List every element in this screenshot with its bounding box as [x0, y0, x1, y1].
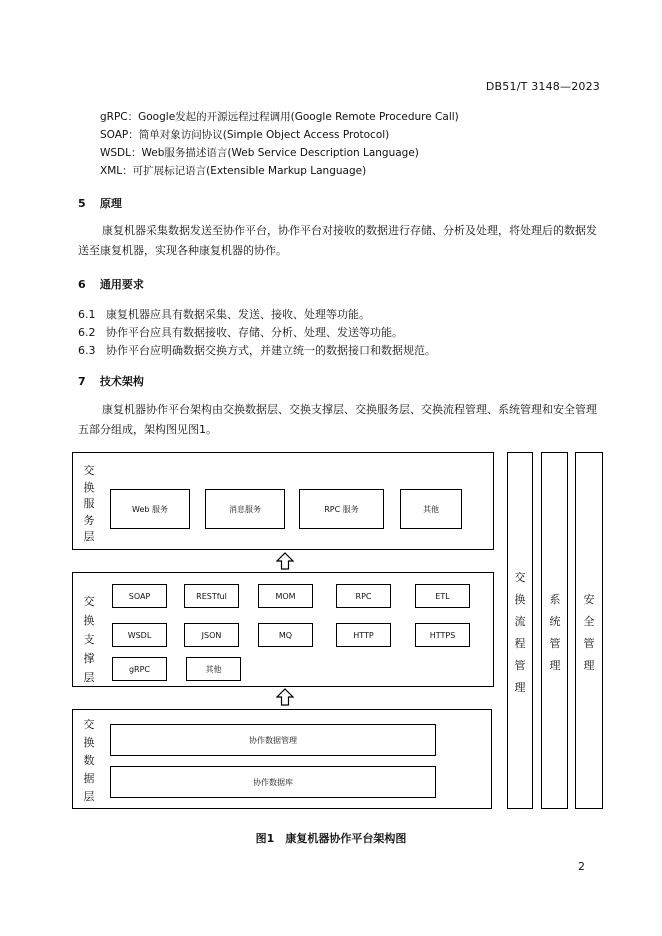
vertical-label-char: 务: [83, 513, 95, 527]
support-item-mq: MQ: [258, 623, 313, 647]
abbreviation-xml: XML：可扩展标记语言(Extensible Markup Language): [100, 165, 367, 177]
support-item-http: HTTP: [336, 623, 391, 647]
vertical-label-char: 据: [83, 772, 95, 785]
figure-caption: 图1 康复机器协作平台架构图: [255, 832, 407, 845]
support-item-soap: SOAP: [112, 584, 167, 608]
service-item-message: 消息服务: [205, 489, 285, 529]
support-item-json: JSON: [184, 623, 239, 647]
requirement-text: 协作平台应具有数据接收、存储、分析、处理、发送等功能。: [106, 326, 403, 339]
vertical-label-char: 安: [583, 593, 595, 606]
vertical-label-char: 交: [83, 595, 95, 608]
section-5-heading: [78, 195, 122, 211]
requirement-number: 6.3: [78, 344, 96, 357]
section-7-heading: [78, 373, 144, 389]
service-item-other: 其他: [400, 489, 462, 529]
side-column-exchange-flow-label: [513, 567, 527, 699]
support-item-mom: MOM: [258, 584, 313, 608]
vertical-label-char: 层: [83, 671, 95, 684]
vertical-label-char: 程: [514, 637, 526, 650]
page-number: 2: [578, 860, 585, 873]
vertical-label-char: 理: [583, 659, 595, 672]
vertical-label-char: 管: [549, 637, 561, 650]
section-7-paragraph: 康复机器协作平台架构由交换数据层、交换支撑层、交换服务层、交换流程管理、系统管理和安全管理五部分组成，架构图见图1。: [78, 403, 597, 436]
up-arrow-icon: [276, 552, 294, 570]
vertical-label-char: 数: [83, 754, 95, 767]
vertical-label-char: 理: [514, 681, 526, 694]
abbreviation-wsdl: WSDL：Web服务描述语言(Web Service Description Language): [100, 147, 419, 159]
up-arrow-icon: [276, 688, 294, 706]
service-layer-label-text: [82, 463, 96, 546]
data-layer-label-text: [82, 716, 96, 806]
requirement-text: 协作平台应明确数据交换方式，并建立统一的数据接口和数据规范。: [106, 344, 436, 357]
vertical-label-char: 换: [83, 614, 95, 627]
document-id: DB51/T 3148—2023: [485, 80, 600, 93]
vertical-label-char: 管: [583, 637, 595, 650]
support-item-https: HTTPS: [415, 623, 470, 647]
side-column-system-mgmt-label: [548, 589, 562, 677]
vertical-label-char: 换: [83, 480, 95, 494]
section-5-paragraph: 康复机器采集数据发送至协作平台，协作平台对接收的数据进行存储、分析及处理，将处理后的数据发送至康复机器，实现各种康复机器的协作。: [78, 224, 597, 257]
support-item-wsdl: WSDL: [112, 623, 167, 647]
section-6-title: 通用要求: [99, 278, 144, 291]
vertical-label-char: 撑: [83, 652, 95, 665]
vertical-label-char: 理: [549, 659, 561, 672]
section-6-heading: [78, 276, 144, 292]
requirement-text: 康复机器应具有数据采集、发送、接收、处理等功能。: [106, 308, 370, 321]
vertical-label-char: 层: [83, 530, 95, 543]
requirement-item: [78, 324, 403, 340]
requirement-item: [78, 342, 436, 358]
side-column-security-mgmt-label: [582, 589, 596, 677]
support-layer-label: [82, 592, 96, 687]
vertical-label-char: 支: [83, 633, 95, 646]
vertical-label-char: 流: [514, 615, 526, 628]
section-6-number: 6: [78, 278, 86, 291]
section-7-title: 技术架构: [99, 375, 144, 388]
abbreviation-grpc: gRPC：Google发起的开源远程过程调用(Google Remote Procedure Call): [100, 111, 459, 123]
section-5-title: 原理: [99, 197, 122, 210]
requirement-item: [78, 306, 370, 322]
data-item-management: 协作数据管理: [110, 724, 436, 756]
requirement-number: 6.2: [78, 326, 96, 339]
vertical-label-char: 换: [83, 736, 95, 749]
support-item-rpc: RPC: [336, 584, 391, 608]
vertical-label-char: 服: [83, 497, 95, 510]
vertical-label-char: 交: [83, 718, 95, 731]
vertical-label-char: 统: [549, 615, 561, 628]
vertical-label-char: 换: [514, 593, 526, 606]
vertical-label-char: 全: [583, 615, 595, 628]
vertical-label-char: 交: [83, 464, 95, 477]
requirement-number: 6.1: [78, 308, 96, 321]
support-item-grpc: gRPC: [112, 657, 167, 681]
service-item-rpc: RPC 服务: [299, 489, 384, 529]
abbreviation-soap: SOAP：简单对象访问协议(Simple Object Access Protocol): [100, 129, 390, 141]
section-7-number: 7: [78, 375, 86, 388]
vertical-label-char: 管: [514, 659, 526, 672]
service-item-web: Web 服务: [110, 489, 190, 529]
vertical-label-char: 系: [549, 593, 561, 606]
data-layer-label: [82, 716, 96, 806]
service-layer-label: [82, 463, 96, 546]
support-item-etl: ETL: [415, 584, 470, 608]
vertical-label-char: 交: [514, 571, 526, 584]
data-item-database: 协作数据库: [110, 766, 436, 798]
support-item-restful: RESTful: [184, 584, 239, 608]
vertical-label-char: 层: [83, 790, 95, 803]
support-layer-label-text: [82, 592, 96, 687]
support-item-other: 其他: [186, 657, 241, 681]
section-5-number: 5: [78, 197, 86, 210]
